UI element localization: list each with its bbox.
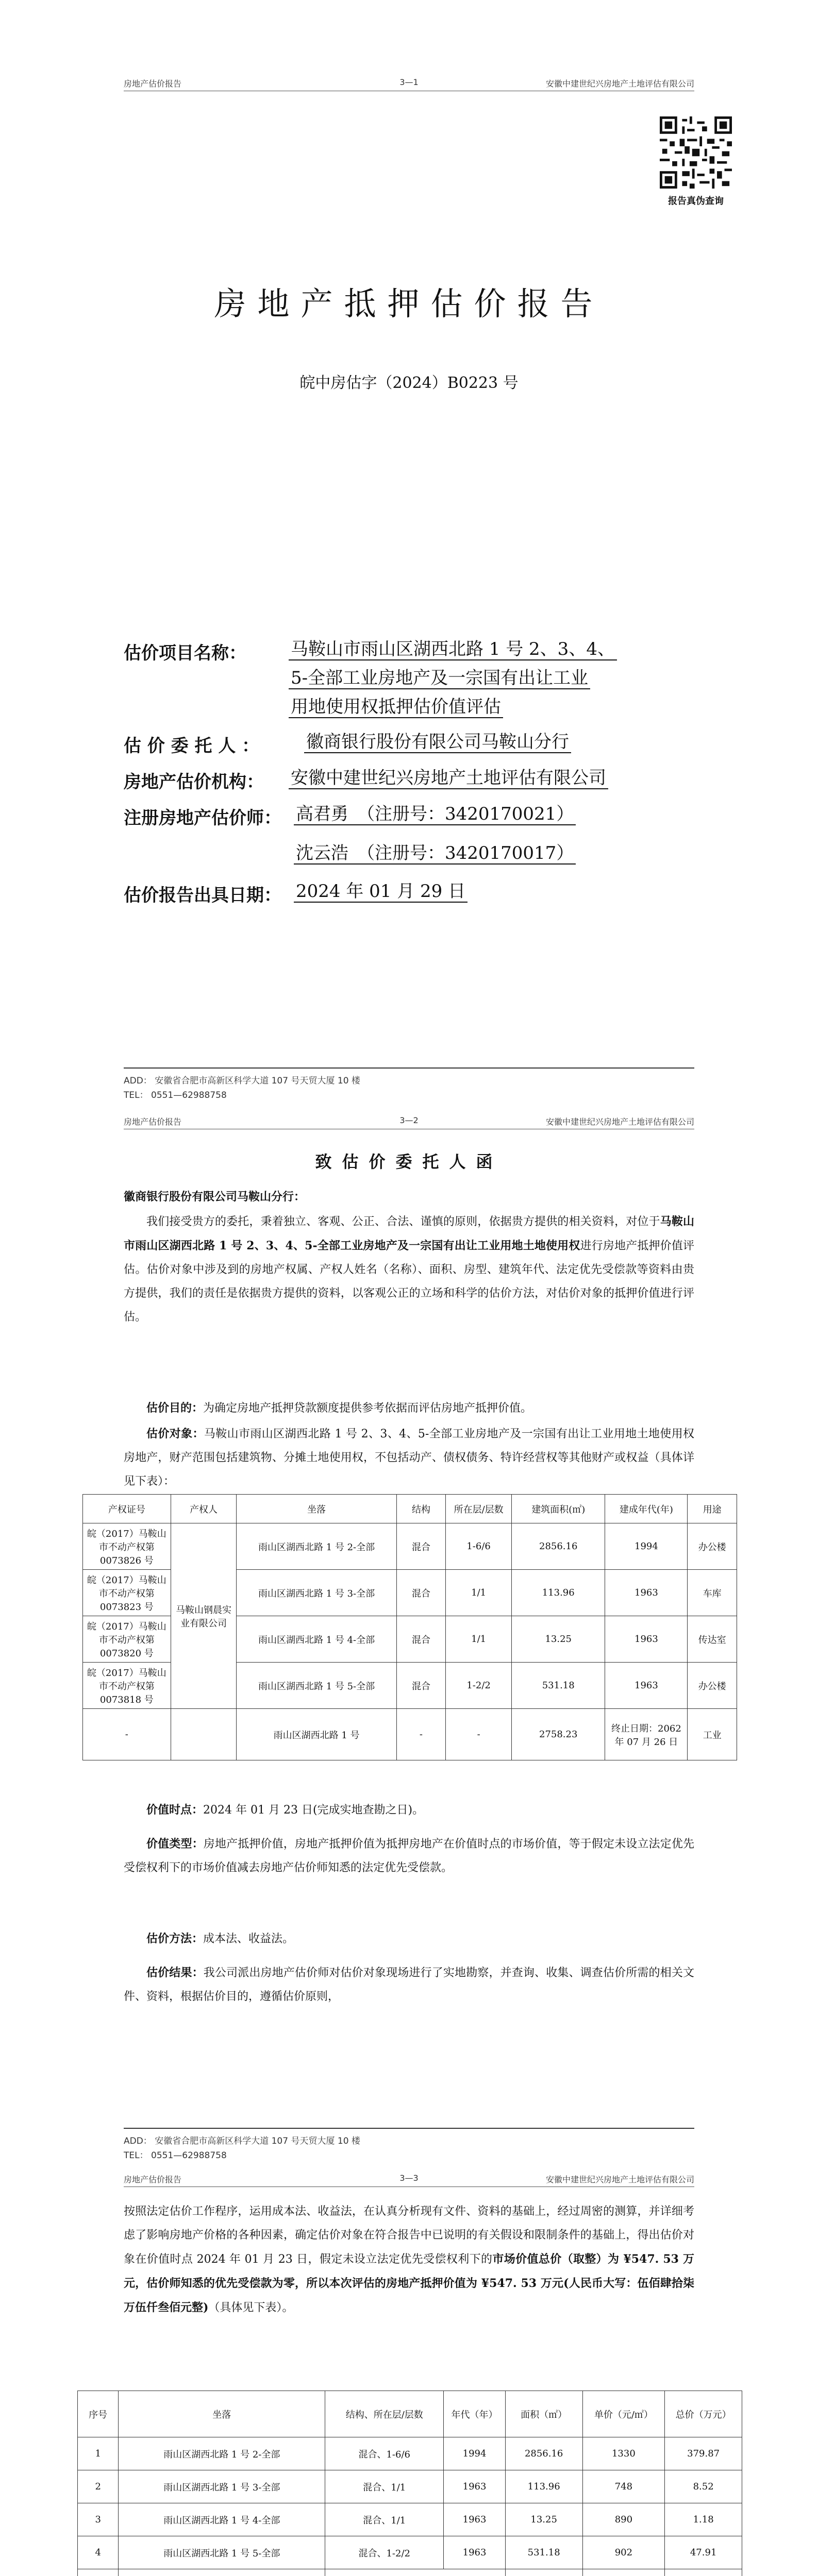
letter-value-type xyxy=(124,1832,694,1880)
table-header: 所在层/层数 xyxy=(446,1495,512,1523)
appraiser-1: 高君勇 （注册号：3420170021） xyxy=(294,804,576,825)
table-cell: 皖（2017）马鞍山市不动产权第 0073823 号 xyxy=(83,1570,171,1616)
table-cell: 890 xyxy=(582,2503,665,2536)
table-cell: 雨山区湖西北路 1 号 3-全部 xyxy=(237,1570,396,1616)
table-cell: 113.96 xyxy=(512,1570,605,1616)
table-cell: 13.25 xyxy=(505,2503,582,2536)
text-span: 成本法、收益法。 xyxy=(203,1933,294,1945)
table-cell: 1994 xyxy=(605,1523,688,1570)
footer-rule xyxy=(124,1067,694,1069)
text-span: 估价方法： xyxy=(146,1932,204,1945)
table-cell xyxy=(78,2569,119,2576)
table-row xyxy=(78,2503,742,2536)
result-paragraph xyxy=(124,2200,694,2320)
table-cell: 雨山区湖西北路 1 号 2-全部 xyxy=(237,1523,396,1570)
table-cell: 1/1 xyxy=(446,1616,512,1663)
table-cell: - xyxy=(396,1709,446,1760)
table-cell: 雨山区湖西北路 1 号 5-全部 xyxy=(119,2536,325,2569)
table-cell: 1963 xyxy=(605,1663,688,1709)
table-cell: 雨山区湖西北路 1 号 4-全部 xyxy=(237,1616,396,1663)
footer-1 xyxy=(124,1074,360,1103)
table-cell: 2 xyxy=(78,2470,119,2503)
table-cell: 1330 xyxy=(582,2437,665,2470)
table-cell: 1-6/6 xyxy=(446,1523,512,1570)
table-cell: 雨山区湖西北路 1 号 3-全部 xyxy=(119,2470,325,2503)
text-span: 估价对象中涉及到的房地产权属、产权人姓名（名称）、面积、房型、建筑年代、法定优先受偿款等资料由贵方提供，我们的责任是依据贵方提供的资料，以客观公正的立场和科学的估价方法，对估价对象的抵押价值进行评估。 xyxy=(124,1263,694,1324)
letter-method xyxy=(124,1927,694,1951)
table-cell: 2856.16 xyxy=(512,1523,605,1570)
table-cell xyxy=(171,1709,237,1760)
table-cell: 1994 xyxy=(444,2437,506,2470)
table-cell xyxy=(119,2569,325,2576)
table-cell: 雨山区湖西北路 1 号 4-全部 xyxy=(119,2503,325,2536)
table-cell: 1.18 xyxy=(665,2503,742,2536)
text-span: （具体见下表）。 xyxy=(208,2301,294,2314)
table-cell: 748 xyxy=(582,2470,665,2503)
project-value xyxy=(289,635,617,721)
header-company: 安徽中建世纪兴房地产土地评估有限公司 xyxy=(545,79,694,89)
table-cell: 办公楼 xyxy=(688,1663,737,1709)
footer-rule xyxy=(124,2128,694,2129)
table-header: 单价（元/㎡） xyxy=(582,2391,665,2437)
client-label: 估 价 委 托 人 ： xyxy=(124,736,260,756)
table-header: 产权人 xyxy=(171,1495,237,1523)
table-cell xyxy=(665,2569,742,2576)
table-cell: 雨山区湖西北路 1 号 5-全部 xyxy=(237,1663,396,1709)
text-span: 估价对象： xyxy=(146,1427,204,1440)
letter-paragraph-1 xyxy=(124,1210,694,1329)
appraiser-label: 注册房地产估价师： xyxy=(124,808,281,828)
table-cell: 1963 xyxy=(444,2470,506,2503)
table-cell: 雨山区湖西北路 1 号 xyxy=(237,1709,396,1760)
table-cell: - xyxy=(446,1709,512,1760)
footer-address: ADD： 安徽省合肥市高新区科学大道 107 号天贸大厦 10 楼 xyxy=(124,2136,360,2146)
project-line-2: 5-全部工业房地产及一宗国有出让工业 xyxy=(289,668,590,689)
project-label: 估价项目名称： xyxy=(124,643,246,664)
text-span: 2024 年 01 月 23 日(完成实地查勘之日)。 xyxy=(203,1804,424,1817)
table-cell: 终止日期：2062 年 07 月 26 日 xyxy=(605,1709,688,1760)
letter-addressee: 徽商银行股份有限公司马鞍山分行： xyxy=(124,1190,306,1204)
table-header: 坐落 xyxy=(119,2391,325,2437)
footer-address: ADD： 安徽省合肥市高新区科学大道 107 号天贸大厦 10 楼 xyxy=(124,1076,360,1086)
text-span: 价值类型： xyxy=(146,1837,204,1851)
text-span: 市场价值总价（取整）为 ¥547. 53 万元，估价师知悉的优先受偿款为零，所以本次评估的房地产抵押价值为 ¥547. 53 万元(人民币大写：伍佰肆拾柒万伍仟叁佰元整) xyxy=(124,2252,695,2314)
letter-object xyxy=(124,1422,694,1494)
table-cell: 混合 xyxy=(396,1663,446,1709)
footer-2 xyxy=(124,2134,360,2163)
org-value: 安徽中建世纪兴房地产土地评估有限公司 xyxy=(289,768,608,789)
table-header: 用途 xyxy=(688,1495,737,1523)
text-span: 马鞍山市雨山区湖西北路 1 号 2、3、4、5-全部工业房地产及一宗国有出让工业用地土地使用权房地产，财产范围包括建筑物、分摊土地使用权，不包括动产、债权债务、特许经营权等其他财产或权益（具体详见下表）： xyxy=(124,1428,694,1488)
table-cell: 混合、1-6/6 xyxy=(325,2437,444,2470)
table-cell: 2758.23 xyxy=(512,1709,605,1760)
table-cell xyxy=(505,2569,582,2576)
table-cell: 皖（2017）马鞍山市不动产权第 0073820 号 xyxy=(83,1616,171,1663)
footer-tel: TEL： 0551—62988758 xyxy=(124,1090,227,1100)
owner-cell: 马鞍山钢晨实业有限公司 xyxy=(171,1523,237,1709)
table-cell: 4 xyxy=(78,2536,119,2569)
table-header: 结构、所在层/层数 xyxy=(325,2391,444,2437)
header-company: 安徽中建世纪兴房地产土地评估有限公司 xyxy=(545,1117,694,1127)
report-title: 房地产抵押估价报告 xyxy=(214,285,604,323)
table-cell: 混合 xyxy=(396,1570,446,1616)
property-table xyxy=(82,1494,737,1760)
table-row xyxy=(78,2470,742,2503)
header-left: 房地产估价报告 xyxy=(124,2175,182,2184)
table-cell xyxy=(325,2569,506,2576)
report-number: 皖中房估字（2024）B0223 号 xyxy=(299,374,519,392)
header-page-number: 3—2 xyxy=(399,1115,419,1125)
letter-purpose xyxy=(124,1396,694,1420)
text-span: 为确定房地产抵押贷款额度提供参考依据而评估房地产抵押价值。 xyxy=(203,1402,532,1415)
appraiser-2: 沈云浩 （注册号：3420170017） xyxy=(294,843,576,865)
table-cell: 531.18 xyxy=(505,2536,582,2569)
text-span: 我公司派出房地产估价师对估价对象现场进行了实地勘察，并查询、收集、调查估价所需的相关文件、资料，根据估价目的，遵循估价原则， xyxy=(124,1967,694,2003)
text-span: 房地产抵押价值，房地产抵押价值为抵押房地产在价值时点的市场价值，等于假定未设立法定优先受偿权利下的市场价值减去房地产估价师知悉的法定优先受偿款。 xyxy=(124,1838,694,1874)
table-cell: 雨山区湖西北路 1 号 2-全部 xyxy=(119,2437,325,2470)
header-page-number: 3—3 xyxy=(399,2173,419,2183)
table-header: 坐落 xyxy=(237,1495,396,1523)
qr-caption: 报告真伪查询 xyxy=(668,196,724,207)
client-value: 徽商银行股份有限公司马鞍山分行 xyxy=(304,732,571,753)
table-cell: 1/1 xyxy=(446,1570,512,1616)
table-cell: 混合 xyxy=(396,1616,446,1663)
table-cell: 3 xyxy=(78,2503,119,2536)
letter-result xyxy=(124,1961,694,2009)
table-header: 结构 xyxy=(396,1495,446,1523)
text-span: 马鞍山市雨山区湖西北路 1 号 2、3、4、5-全部工业房地产及一宗国有出让工业用地土地使用权 xyxy=(124,1215,694,1252)
text-span: 进行房地产抵押价值评估。 xyxy=(124,1240,694,1276)
table-cell: 1963 xyxy=(605,1616,688,1663)
table-cell: 113.96 xyxy=(505,2470,582,2503)
table-cell: 902 xyxy=(582,2536,665,2569)
org-label: 房地产估价机构： xyxy=(124,772,264,792)
table-row xyxy=(83,1523,737,1570)
table-cell: 1 xyxy=(78,2437,119,2470)
table-header: 建成年代(年) xyxy=(605,1495,688,1523)
project-line-1: 马鞍山市雨山区湖西北路 1 号 2、3、4、 xyxy=(289,639,617,660)
header-page-number: 3—1 xyxy=(399,77,419,87)
table-cell: 混合、1-2/2 xyxy=(325,2536,444,2569)
qr-code-icon xyxy=(660,116,732,189)
table-header: 序号 xyxy=(78,2391,119,2437)
letter-value-date xyxy=(124,1798,694,1822)
table-row xyxy=(83,1709,737,1760)
text-span: 我们接受贵方的委托，秉着独立、客观、公正、合法、谨慎的原则，依据贵方提供的相关资料，对位于 xyxy=(146,1215,660,1228)
project-line-3: 用地使用权抵押估价值评估 xyxy=(289,697,503,718)
table-cell: 混合、1/1 xyxy=(325,2470,444,2503)
table-cell: 车库 xyxy=(688,1570,737,1616)
table-cell: 工业 xyxy=(688,1709,737,1760)
table-header: 总价（万元） xyxy=(665,2391,742,2437)
table-cell: 379.87 xyxy=(665,2437,742,2470)
table-cell: 皖（2017）马鞍山市不动产权第 0073826 号 xyxy=(83,1523,171,1570)
text-span: 按照法定估价工作程序，运用成本法、收益法，在认真分析现有文件、资料的基础上，经过周密的测算，并详细考虑了影响房地产价格的各种因素，确定估价对象在符合报告中已说明的有关假设和限制条件的基础上，得出估价对象在价值时点 2024 年 01 月 23 日，假定未设立法定优先受偿权利下的 xyxy=(124,2205,694,2266)
letter-title: 致估价委托人函 xyxy=(315,1152,503,1172)
text-span: 估价目的： xyxy=(146,1401,204,1415)
date-label: 估价报告出具日期： xyxy=(124,885,281,906)
text-span: 估价结果： xyxy=(146,1966,204,1979)
table-cell: 531.18 xyxy=(512,1663,605,1709)
table-row xyxy=(78,2437,742,2470)
header-left: 房地产估价报告 xyxy=(124,1117,182,1127)
table-header: 年代（年） xyxy=(444,2391,506,2437)
table-header: 产权证号 xyxy=(83,1495,171,1523)
table-header: 建筑面积(㎡) xyxy=(512,1495,605,1523)
valuation-table xyxy=(77,2391,742,2576)
table-cell: 1963 xyxy=(444,2536,506,2569)
table-row xyxy=(78,2569,742,2576)
footer-tel: TEL： 0551—62988758 xyxy=(124,2150,227,2161)
table-cell: 47.91 xyxy=(665,2536,742,2569)
table-cell: 1963 xyxy=(444,2503,506,2536)
table-cell xyxy=(582,2569,665,2576)
table-cell: 混合 xyxy=(396,1523,446,1570)
table-cell: 2856.16 xyxy=(505,2437,582,2470)
date-value: 2024 年 01 月 29 日 xyxy=(294,881,468,903)
table-row xyxy=(78,2536,742,2569)
table-cell: 1-2/2 xyxy=(446,1663,512,1709)
table-cell: 1963 xyxy=(605,1570,688,1616)
text-span: 价值时点： xyxy=(146,1803,204,1817)
table-cell: - xyxy=(83,1709,171,1760)
table-cell: 传达室 xyxy=(688,1616,737,1663)
header-left: 房地产估价报告 xyxy=(124,79,182,89)
table-cell: 混合、1/1 xyxy=(325,2503,444,2536)
table-cell: 8.52 xyxy=(665,2470,742,2503)
table-cell: 皖（2017）马鞍山市不动产权第 0073818 号 xyxy=(83,1663,171,1709)
table-cell: 13.25 xyxy=(512,1616,605,1663)
header-company: 安徽中建世纪兴房地产土地评估有限公司 xyxy=(545,2175,694,2184)
table-cell: 办公楼 xyxy=(688,1523,737,1570)
table-header: 面积（㎡） xyxy=(505,2391,582,2437)
